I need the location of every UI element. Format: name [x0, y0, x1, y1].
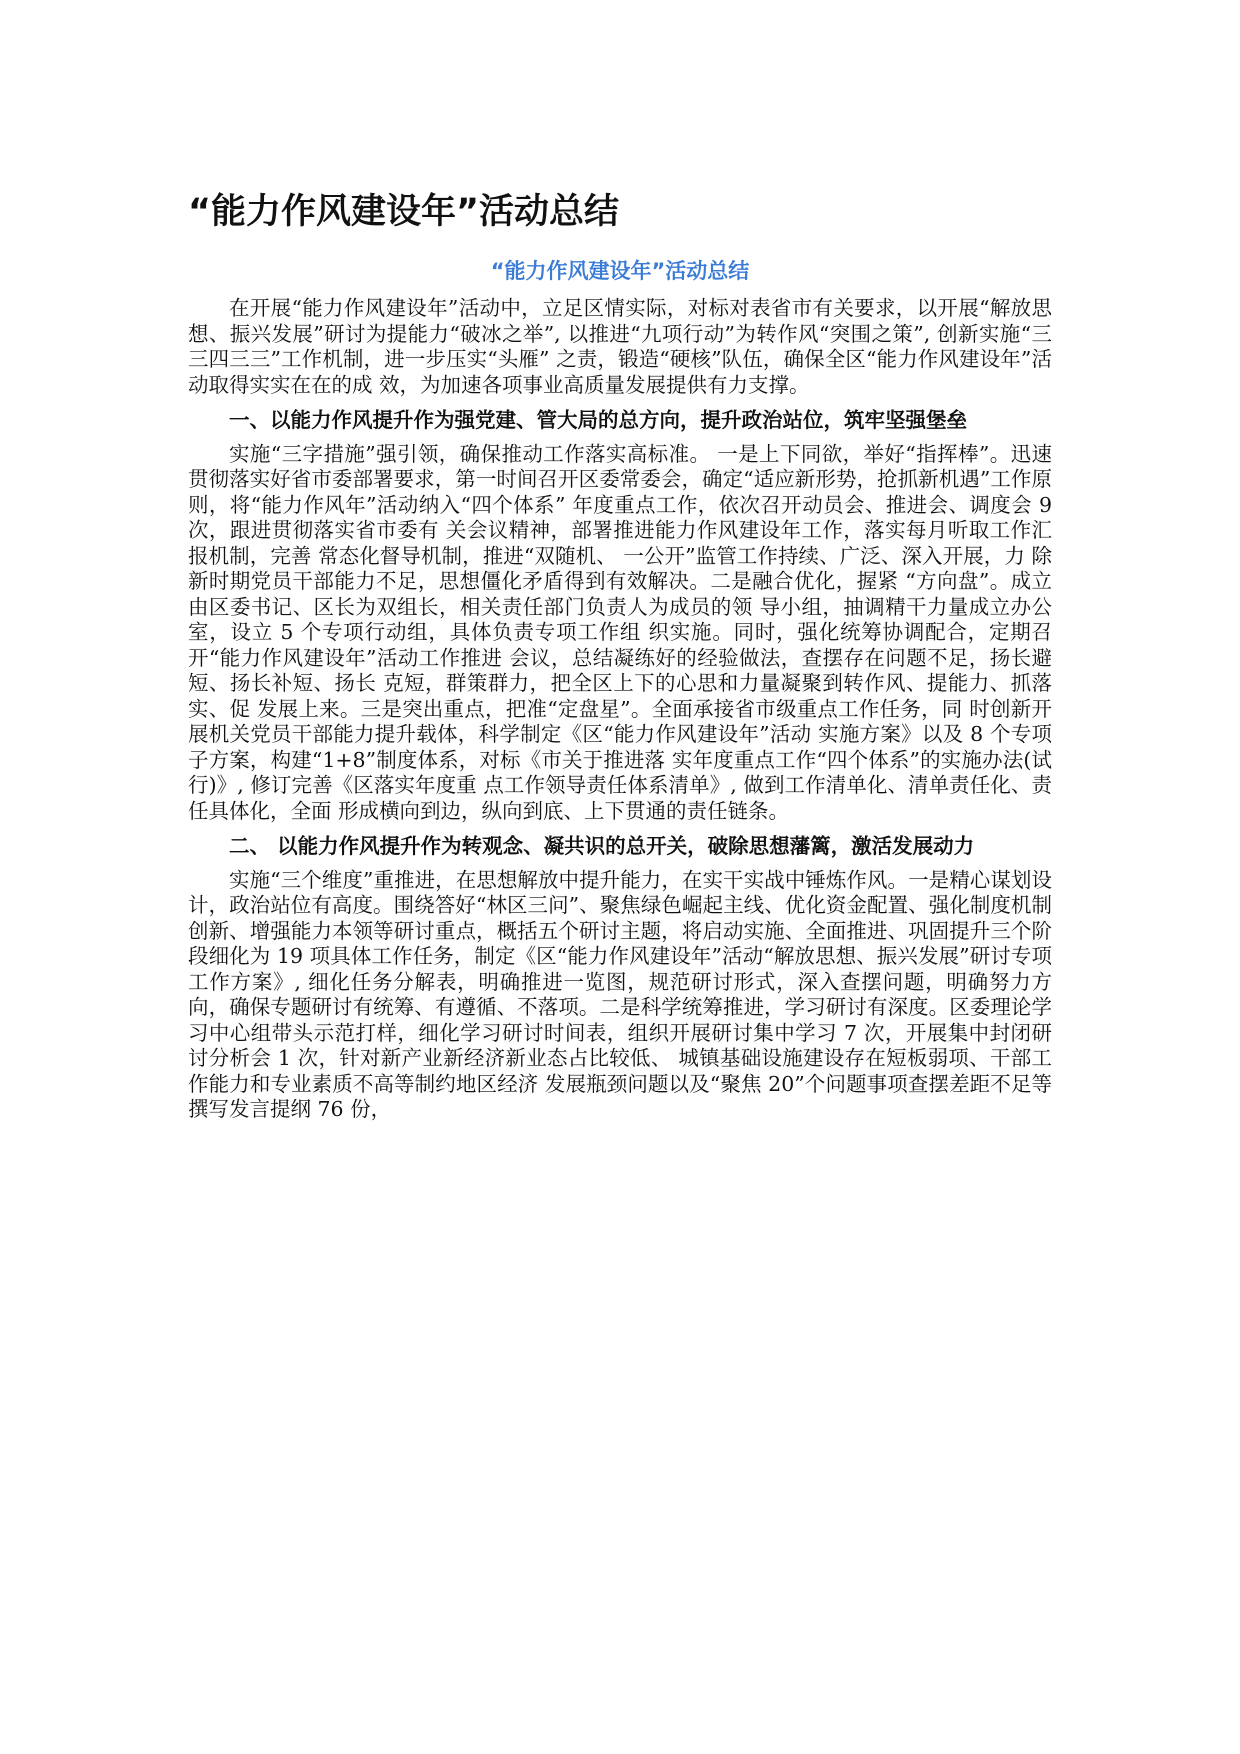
document-subtitle: “能力作风建设年”活动总结 — [490, 259, 750, 283]
document-title: “能力作风建设年”活动总结 — [188, 192, 620, 232]
intro-paragraph: 在开展“能力作风建设年”活动中，立足区情实际，对标对表省市有关要求，以开展“解放思想、振兴发展”研讨为提能力“破冰之举”, 以推进“九项行动”为转作风“突围之策”, 创新实施“三三四三三”工作机制，进一步压实“头雁” 之责，锻造“硬核”队伍，确保全区“能力作风建设年”活动取得实实在在的成 效，为加速各项事业高质量发展提供有力支撑。 — [188, 296, 1052, 397]
document-body — [188, 296, 1052, 1123]
section-paragraph-1: 实施“三字措施”强引领，确保推动工作落实高标准。 一是上下同欲，举好“指挥棒”。迅速贯彻落实好省市委部署要求，第一时间召开区委常委会，确定“适应新形势，抢抓新机遇”工作原则，将“能力作风年”活动纳入“四个体系” 年度重点工作，依次召开动员会、推进会、调度会 9 次，跟进贯彻落实省市委有 关会议精神，部署推进能力作风建设年工作，落实每月听取工作汇报机制，完善 常态化督导机制，推进“双随机、 一公开”监管工作持续、广泛、深入开展，力 除新时期党员干部能力不足，思想僵化矛盾得到有效解决。二是融合优化，握紧 “方向盘”。成立由区委书记、区长为双组长，相关责任部门负责人为成员的领 导小组，抽调精干力量成立办公室，设立 5 个专项行动组，具体负责专项工作组 织实施。同时，强化统筹协调配合，定期召开“能力作风建设年”活动工作推进 会议，总结凝练好的经验做法，查摆存在问题不足，扬长避短、扬长补短、扬长 克短，群策群力，把全区上下的心思和力量凝聚到转作风、提能力、抓落实、促 发展上来。三是突出重点，把准“定盘星”。全面承接省市级重点工作任务，同 时创新开展机关党员干部能力提升载体，科学制定《区“能力作风建设年”活动 实施方案》以及 8 个专项子方案，构建“1+8”制度体系，对标《市关于推进落 实年度重点工作“四个体系”的实施办法(试行)》, 修订完善《区落实年度重 点工作领导责任体系清单》, 做到工作清单化、清单责任化、责任具体化，全面 形成横向到边，纵向到底、上下贯通的责任链条。 — [188, 441, 1052, 823]
section-paragraph-2: 实施“三个维度”重推进，在思想解放中提升能力，在实干实战中锤炼作风。一是精心谋划设计，政治站位有高度。围绕答好“林区三问”、聚焦绿色崛起主线、优化资金配置、强化制度机制创新、增强能力本领等研讨重点，概括五个研讨主题，将启动实施、全面推进、巩固提升三个阶段细化为 19 项具体工作任务，制定《区“能力作风建设年”活动“解放思想、振兴发展”研讨专项工作方案》, 细化任务分解表，明确推进一览图，规范研讨形式，深入查摆问题，明确努力方向，确保专题研讨有统筹、有遵循、不落项。二是科学统筹推进，学习研讨有深度。区委理论学习中心组带头示范打样，细化学习研讨时间表，组织开展研讨集中学习 7 次，开展集中封闭研讨分析会 1 次，针对新产业新经济新业态占比较低、 城镇基础设施建设存在短板弱项、干部工作能力和专业素质不高等制约地区经济 发展瓶颈问题以及“聚焦 20”个问题事项查摆差距不足等撰写发言提纲 76 份， — [188, 867, 1052, 1121]
section-heading-2: 二、 以能力作风提升作为转观念、凝共识的总开关，破除思想藩篱，激活发展动力 — [229, 834, 975, 858]
section-heading-1: 一、以能力作风提升作为强党建、管大局的总方向，提升政治站位，筑牢坚强堡垒 — [229, 408, 967, 432]
